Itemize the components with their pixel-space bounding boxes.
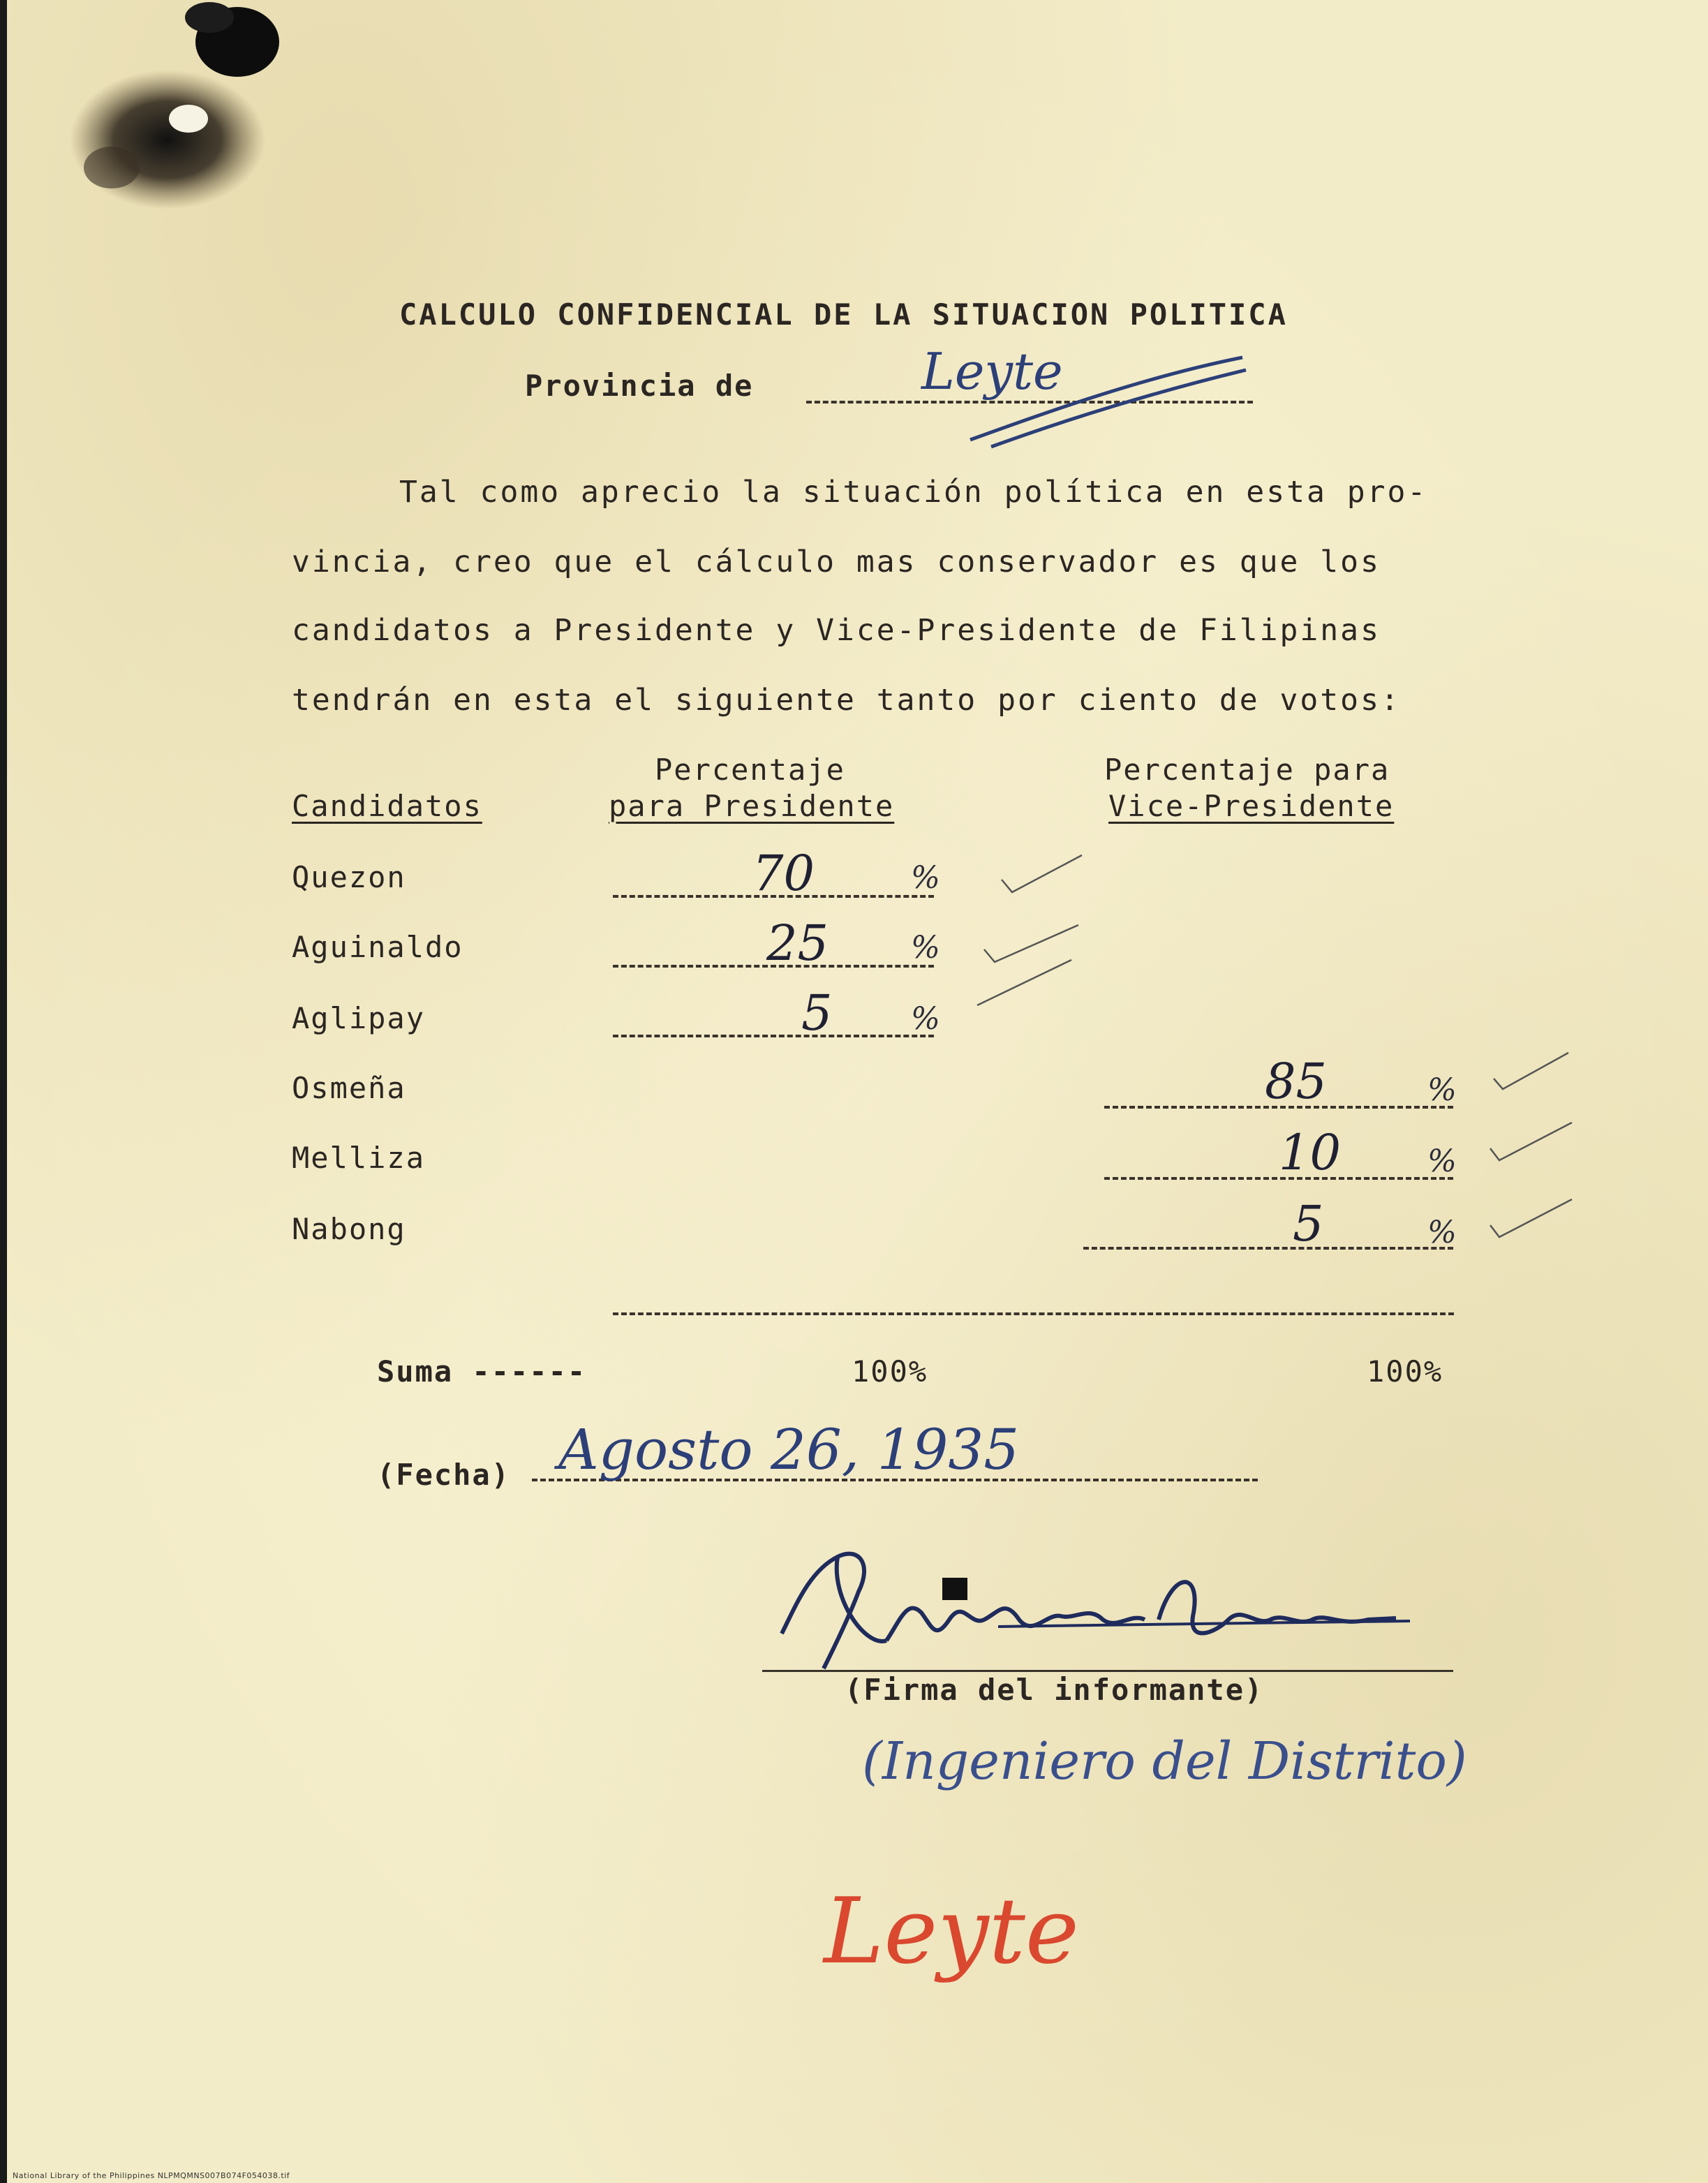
candidate-name: Aguinaldo	[292, 930, 463, 964]
signature-title: (Ingeniero del Distrito)	[862, 1731, 1467, 1791]
sum-vice: 100%	[1367, 1354, 1443, 1389]
president-value: 5	[801, 984, 833, 1042]
header-candidatos: Candidatos	[292, 789, 482, 823]
scan-footer: National Library of the Philippines NLPMQMNS007B074F054038.tif	[13, 2171, 290, 2180]
check-mark-icon	[998, 852, 1089, 901]
percent-sign: %	[1427, 1144, 1457, 1179]
paragraph-line-1: Tal como aprecio la situación política en esta pro-	[399, 475, 1428, 510]
candidate-name: Quezon	[292, 860, 406, 894]
candidate-name: Nabong	[292, 1212, 406, 1246]
provincia-label: Provincia de	[525, 369, 754, 403]
check-mark-icon	[1490, 1047, 1574, 1096]
vice-value: 5	[1293, 1195, 1324, 1252]
candidate-name: Melliza	[292, 1141, 426, 1175]
sum-label: Suma ------	[377, 1354, 587, 1389]
check-mark-icon	[1487, 1117, 1577, 1166]
header-vice-line1: Percentaje para	[1104, 753, 1390, 787]
provincia-value: Leyte	[921, 342, 1063, 401]
provincia-strike-marks	[963, 349, 1256, 454]
percent-sign: %	[1427, 1072, 1457, 1108]
signature-graphic	[768, 1515, 1424, 1675]
signature-line	[762, 1670, 1453, 1672]
president-value: 25	[766, 915, 829, 972]
paragraph-line-2: vincia, creo que el cálculo mas conservador es que los	[292, 545, 1381, 579]
president-blank	[613, 1035, 934, 1037]
vice-value: 85	[1265, 1053, 1328, 1110]
scan-edge	[0, 0, 7, 2183]
signature-caption: (Firma del informante)	[845, 1673, 1264, 1707]
header-presidente-line1: Percentaje	[655, 753, 845, 787]
sum-president: 100%	[852, 1354, 928, 1389]
check-mark-icon	[974, 956, 1078, 1012]
burn-stain	[28, 0, 293, 223]
paragraph-line-3: candidatos a Presidente y Vice-Presidente de Filipinas	[292, 613, 1381, 648]
check-mark-icon	[1487, 1194, 1577, 1243]
percent-sign: %	[911, 1001, 940, 1037]
red-annotation: Leyte	[824, 1878, 1079, 1984]
vice-blank	[1083, 1247, 1453, 1250]
percent-sign: %	[911, 860, 940, 896]
percent-sign: %	[911, 930, 940, 965]
paragraph-line-4: tendrán en esta el siguiente tanto por ciento de votos:	[292, 683, 1401, 718]
fecha-value: Agosto 26, 1935	[558, 1417, 1020, 1482]
candidate-name: Aglipay	[292, 1001, 426, 1035]
vice-value: 10	[1279, 1124, 1342, 1181]
header-vice-line2: Vice-Presidente	[1108, 789, 1395, 823]
percent-sign: %	[1427, 1215, 1457, 1250]
president-value: 70	[752, 845, 815, 902]
total-rule	[613, 1312, 1454, 1315]
candidate-name: Osmeña	[292, 1071, 406, 1105]
document-title: CALCULO CONFIDENCIAL DE LA SITUACION POLITICA	[399, 297, 1288, 332]
header-presidente-line2: para Presidente	[609, 789, 895, 823]
fecha-label: (Fecha)	[377, 1458, 511, 1492]
